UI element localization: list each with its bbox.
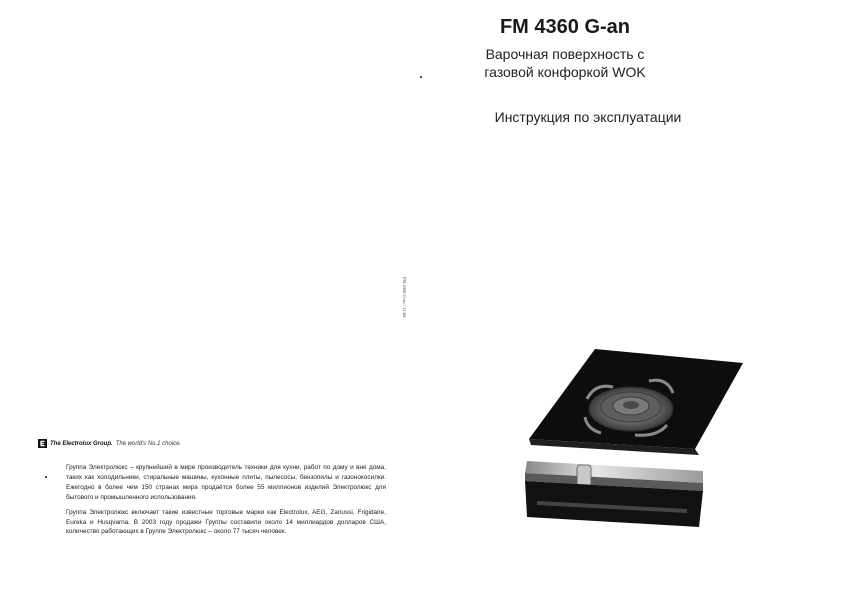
subtitle-line: газовой конфоркой WOK (484, 64, 646, 80)
subtitle-line: Варочная поверхность с (485, 46, 645, 62)
brand-line (38, 439, 181, 448)
product-subtitle (421, 45, 709, 81)
company-description (66, 463, 386, 542)
electrolux-logo-icon (38, 439, 47, 448)
model-title: FM 4360 G-an (499, 16, 631, 38)
brand-tagline: The world's No.1 choice. (115, 440, 182, 447)
wok-hob-image (517, 341, 753, 529)
manual-type: Инструкция по эксплуатации (494, 109, 682, 125)
about-paragraph: Группа Электролюкс – крупнейший в мире производитель техники для кухни, работ по дому и вне дома, таких как холодильники, стиральные машины, кухонные плиты, пылесосы, бензопилы и газонокосилки. Ежегодно в более чем 150 странах мира продаётся более 55 миллионов изделий Электролюкс для бытового и промышленного использования. (66, 464, 386, 501)
right-page (421, 0, 842, 595)
spine-code: FM 4360 G-an / 11.04 (402, 276, 407, 318)
print-mark (45, 476, 47, 478)
about-paragraph: Группа Электролюкс включает такие известные торговые марки как Electrolux, AEG, Zanussi, Frigidaire, Eureka и Husqvarna. В 2003 году продажи Группы составили около 14 миллиардов долларов США, количество работающих в Группе Электролюкс – около 77 тысяч человек. (66, 508, 386, 536)
brand-name: The Electrolux Group. (50, 440, 113, 447)
